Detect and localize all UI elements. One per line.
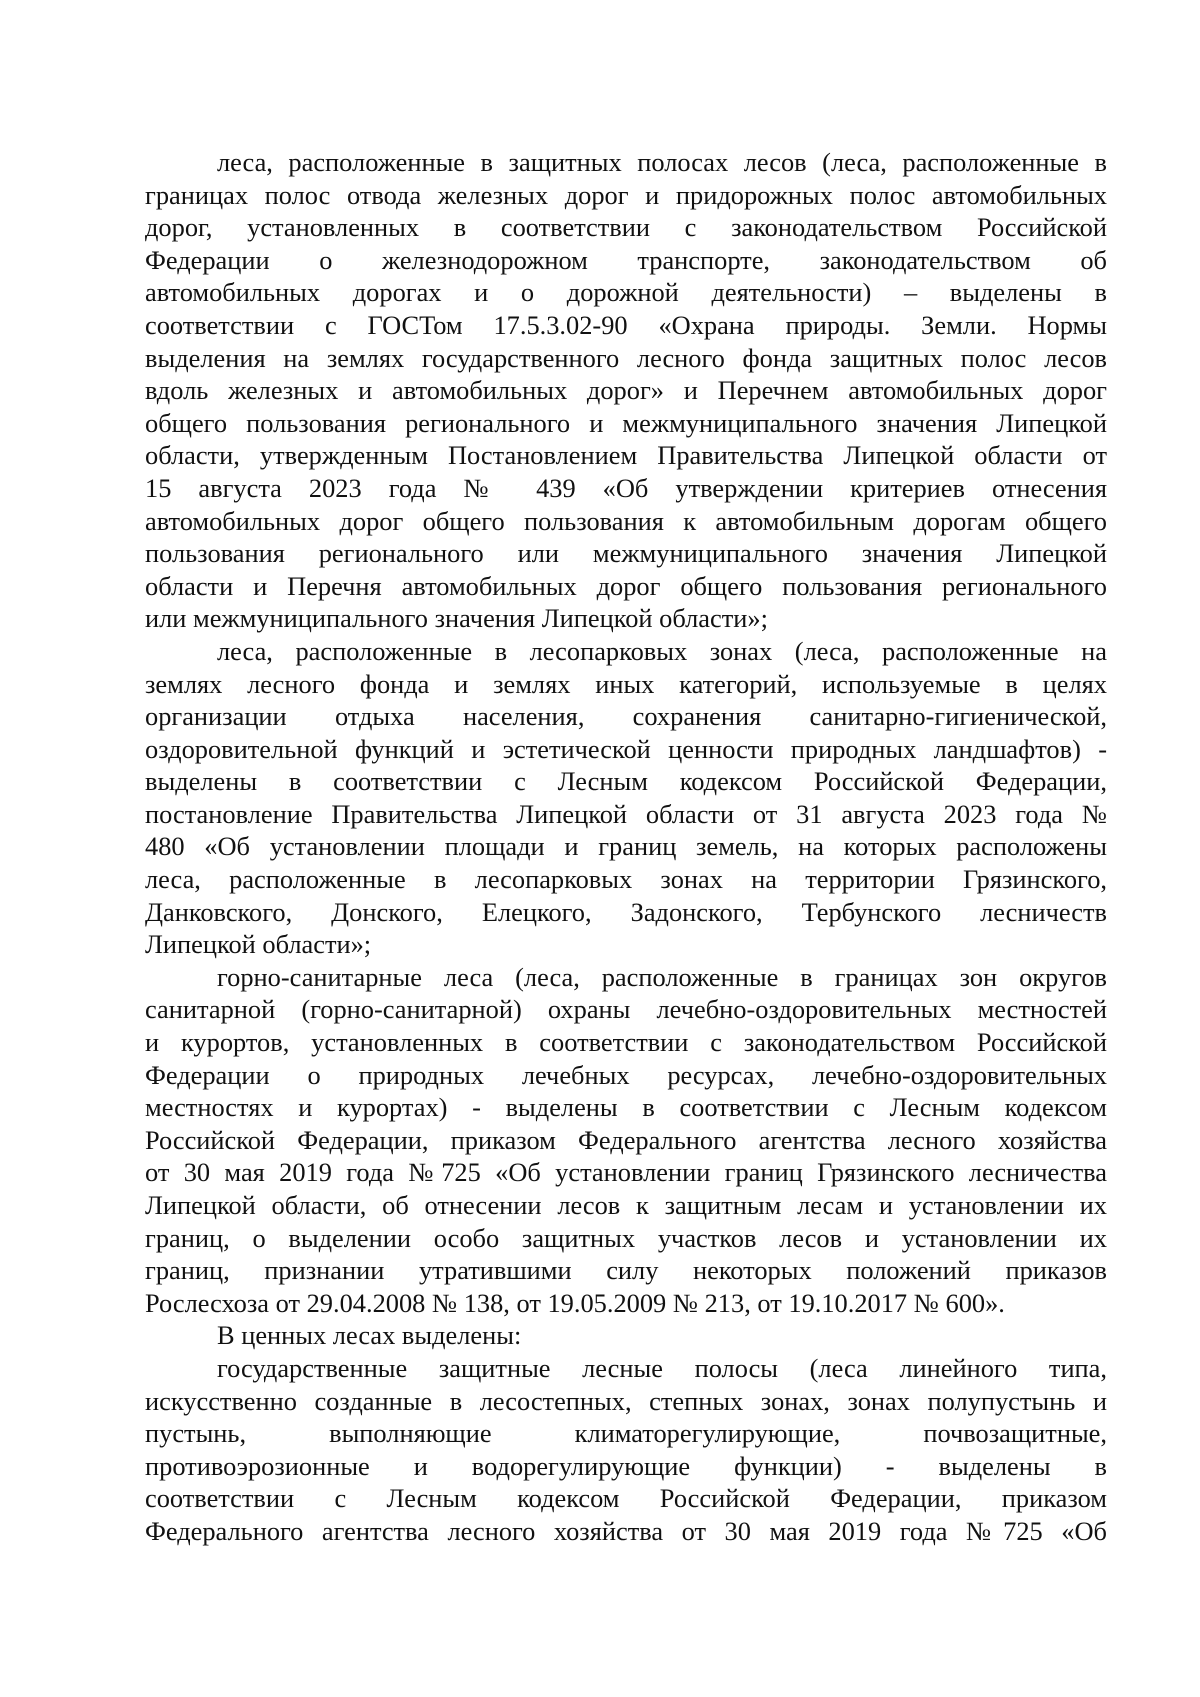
- document-body: [145, 146, 1107, 1548]
- text-line: автомобильных дорог общего пользования к автомобильным дорогам общего: [145, 505, 1107, 536]
- text-line: Федерации о природных лечебных ресурсах, лечебно-оздоровительных: [145, 1059, 1107, 1090]
- text-line: землях лесного фонда и землях иных категорий, используемые в целях: [145, 668, 1107, 699]
- text-line: В ценных лесах выделены:: [217, 1320, 522, 1351]
- text-line: оздоровительной функций и эстетической ценности природных ландшафтов) -: [145, 733, 1107, 764]
- text-line: соответствии с ГОСТом 17.5.3.02-90 «Охрана природы. Земли. Нормы: [145, 309, 1107, 340]
- text-line: организации отдыха населения, сохранения санитарно-гигиенической,: [145, 701, 1107, 732]
- text-line: границ, о выделении особо защитных участков лесов и установлении их: [145, 1222, 1107, 1253]
- paragraph-forest-park-zones: [145, 635, 1107, 961]
- text-line: местностях и курортах) - выделены в соответствии с Лесным кодексом: [145, 1092, 1107, 1123]
- text-line: вдоль железных и автомобильных дорог» и Перечнем автомобильных дорог: [145, 375, 1107, 406]
- paragraph-mountain-sanitary: [145, 961, 1107, 1320]
- text-line: постановление Правительства Липецкой области от 31 августа 2023 года №: [145, 798, 1107, 829]
- text-line: Рослесхоза от 29.04.2008 № 138, от 19.05.2009 № 213, от 19.10.2017 № 600».: [145, 1287, 1005, 1318]
- text-line: автомобильных дорогах и о дорожной деятельности) – выделены в: [145, 277, 1107, 308]
- text-line: 480 «Об установлении площади и границ земель, на которых расположены: [145, 831, 1107, 862]
- text-line: Российской Федерации, приказом Федерального агентства лесного хозяйства: [145, 1124, 1107, 1155]
- text-line: Липецкой области»;: [145, 929, 372, 960]
- text-line: выделения на землях государственного лесного фонда защитных полос лесов: [145, 342, 1107, 373]
- text-line: общего пользования регионального и межмуниципального значения Липецкой: [145, 407, 1107, 438]
- text-line: Данковского, Донского, Елецкого, Задонского, Тербунского лесничеств: [145, 896, 1107, 927]
- text-line: пустынь, выполняющие климаторегулирующие, почвозащитные,: [145, 1418, 1107, 1449]
- text-line: государственные защитные лесные полосы (леса линейного типа,: [217, 1352, 1107, 1383]
- text-line: противоэрозионные и водорегулирующие функции) - выделены в: [145, 1450, 1107, 1481]
- paragraph-valuable-forests-heading: [145, 1319, 1107, 1352]
- paragraph-state-protective-belts: [145, 1352, 1107, 1548]
- text-line: дорог, установленных в соответствии с законодательством Российской: [145, 212, 1107, 243]
- text-line: леса, расположенные в защитных полосах лесов (леса, расположенные в: [217, 147, 1107, 177]
- text-line: Липецкой области, об отнесении лесов к защитным лесам и установлении их: [145, 1190, 1107, 1220]
- paragraph-protective-strips: [145, 146, 1107, 635]
- text-line: области и Перечня автомобильных дорог общего пользования регионального: [145, 570, 1107, 601]
- text-line: Федерации о железнодорожном транспорте, законодательством об: [145, 244, 1107, 275]
- text-line: горно-санитарные леса (леса, расположенные в границах зон округов: [217, 961, 1107, 992]
- text-line: границ, признании утратившими силу некоторых положений приказов: [145, 1255, 1107, 1286]
- text-line: пользования регионального или межмуниципального значения Липецкой: [145, 538, 1107, 569]
- text-line: и курортов, установленных в соответствии с законодательством Российской: [145, 1027, 1107, 1058]
- text-line: Федерального агентства лесного хозяйства от 30 мая 2019 года №725 «Об: [145, 1515, 1107, 1546]
- text-line: от 30 мая 2019 года №725 «Об установлении границ Грязинского лесничества: [145, 1157, 1107, 1188]
- text-line: леса, расположенные в лесопарковых зонах (леса, расположенные на: [217, 635, 1107, 666]
- text-line: выделены в соответствии с Лесным кодексом Российской Федерации,: [145, 766, 1107, 797]
- text-line: искусственно созданные в лесостепных, степных зонах, зонах полупустынь и: [145, 1385, 1107, 1416]
- text-line: 15 августа 2023 года № 439 «Об утверждении критериев отнесения: [145, 472, 1107, 503]
- text-line: леса, расположенные в лесопарковых зонах на территории Грязинского,: [145, 864, 1107, 895]
- text-line: соответствии с Лесным кодексом Российской Федерации, приказом: [145, 1483, 1107, 1514]
- text-line: санитарной (горно-санитарной) охраны лечебно-оздоровительных местностей: [145, 994, 1107, 1025]
- text-line: границах полос отвода железных дорог и придорожных полос автомобильных: [145, 179, 1107, 210]
- text-line: области, утвержденным Постановлением Правительства Липецкой области от: [145, 440, 1107, 471]
- text-line: или межмуниципального значения Липецкой области»;: [145, 603, 768, 634]
